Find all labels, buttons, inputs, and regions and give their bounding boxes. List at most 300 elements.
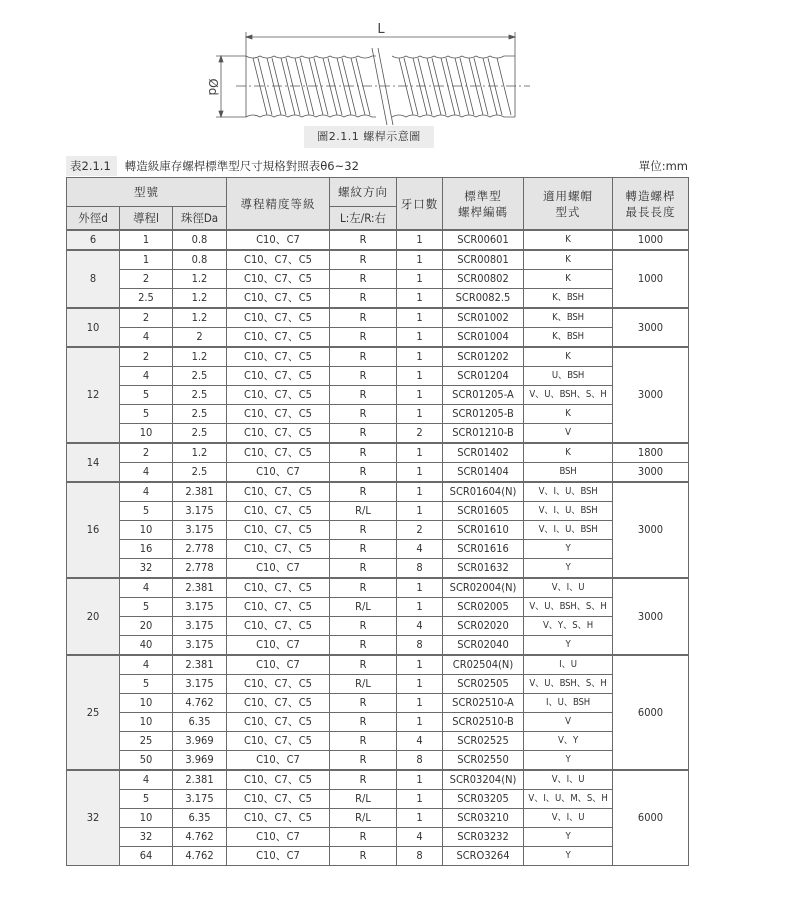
table-row <box>67 405 689 424</box>
header-nut-line1: 適用螺帽 <box>543 188 593 203</box>
cell-code: SCR01205-A <box>443 386 524 405</box>
cell-ball-diameter: 3.969 <box>173 751 227 771</box>
cell-thread-direction: R <box>330 405 397 424</box>
cell-starts: 1 <box>397 308 443 328</box>
cell-thread-direction: R <box>330 230 397 250</box>
header-lead: 導程l <box>120 207 173 231</box>
table-title-text: 轉造級庫存螺桿標準型尺寸規格對照表θ6~32 <box>124 159 359 173</box>
cell-starts: 1 <box>397 270 443 289</box>
cell-code: SCR03210 <box>443 809 524 828</box>
cell-accuracy: C10、C7 <box>227 559 330 579</box>
cell-lead: 2 <box>120 308 173 328</box>
cell-ball-diameter: 2.778 <box>173 540 227 559</box>
cell-nut-type: V、I、U <box>524 809 613 828</box>
cell-starts: 4 <box>397 540 443 559</box>
header-maxlen-line2: 最長長度 <box>625 204 676 219</box>
cell-accuracy: C10、C7、C5 <box>227 482 330 502</box>
cell-thread-direction: R/L <box>330 790 397 809</box>
cell-thread-direction: R <box>330 540 397 559</box>
cell-ball-diameter: 2.5 <box>173 405 227 424</box>
table-row <box>67 328 689 348</box>
cell-ball-diameter: 2.381 <box>173 482 227 502</box>
cell-accuracy: C10、C7、C5 <box>227 270 330 289</box>
cell-accuracy: C10、C7、C5 <box>227 386 330 405</box>
cell-thread-direction: R <box>330 617 397 636</box>
cell-code: SCR03204(N) <box>443 770 524 790</box>
cell-lead: 4 <box>120 367 173 386</box>
cell-accuracy: C10、C7、C5 <box>227 790 330 809</box>
cell-nut-type: Y <box>524 847 613 866</box>
header-model: 型號 <box>67 178 227 207</box>
table-row <box>67 250 689 270</box>
cell-thread-direction: R <box>330 828 397 847</box>
cell-starts: 1 <box>397 347 443 367</box>
cell-thread-direction: R <box>330 289 397 309</box>
table-row <box>67 289 689 309</box>
cell-thread-direction: R <box>330 328 397 348</box>
cell-code: SCR02004(N) <box>443 578 524 598</box>
cell-max-length: 3000 <box>613 578 689 655</box>
cell-thread-direction: R <box>330 482 397 502</box>
cell-nut-type: V、U、BSH、S、H <box>524 386 613 405</box>
cell-max-length: 6000 <box>613 655 689 770</box>
header-code-line1: 標準型 <box>464 188 502 203</box>
cell-nut-type: V、I、U、BSH <box>524 502 613 521</box>
cell-lead: 4 <box>120 770 173 790</box>
cell-ball-diameter: 2.5 <box>173 463 227 483</box>
cell-outer-diameter: 6 <box>67 230 120 250</box>
cell-max-length: 1800 <box>613 443 689 463</box>
cell-ball-diameter: 6.35 <box>173 809 227 828</box>
cell-nut-type: V、I、U <box>524 770 613 790</box>
cell-lead: 10 <box>120 424 173 444</box>
cell-nut-type: V、U、BSH、S、H <box>524 598 613 617</box>
cell-thread-direction: R <box>330 386 397 405</box>
cell-ball-diameter: 1.2 <box>173 347 227 367</box>
table-title <box>66 156 359 176</box>
cell-thread-direction: R <box>330 424 397 444</box>
cell-lead: 20 <box>120 617 173 636</box>
cell-ball-diameter: 3.175 <box>173 790 227 809</box>
cell-lead: 5 <box>120 386 173 405</box>
cell-starts: 1 <box>397 578 443 598</box>
table-row <box>67 675 689 694</box>
cell-max-length: 6000 <box>613 770 689 866</box>
table-row <box>67 636 689 656</box>
cell-nut-type: I、U <box>524 655 613 675</box>
cell-lead: 2.5 <box>120 289 173 309</box>
table-row <box>67 386 689 405</box>
cell-nut-type: K <box>524 270 613 289</box>
cell-starts: 1 <box>397 713 443 732</box>
cell-code: SCR01616 <box>443 540 524 559</box>
cell-lead: 2 <box>120 443 173 463</box>
cell-ball-diameter: 2.5 <box>173 386 227 405</box>
cell-code: SCR03232 <box>443 828 524 847</box>
cell-code: SCR02005 <box>443 598 524 617</box>
cell-accuracy: C10、C7 <box>227 751 330 771</box>
cell-starts: 2 <box>397 424 443 444</box>
table-row <box>67 463 689 483</box>
table-row <box>67 578 689 598</box>
cell-starts: 1 <box>397 770 443 790</box>
cell-code: SCR00802 <box>443 270 524 289</box>
header-accuracy: 導程精度等級 <box>227 178 330 231</box>
table-row <box>67 598 689 617</box>
cell-lead: 5 <box>120 598 173 617</box>
cell-lead: 4 <box>120 655 173 675</box>
table-row <box>67 713 689 732</box>
cell-thread-direction: R <box>330 463 397 483</box>
cell-accuracy: C10、C7、C5 <box>227 502 330 521</box>
cell-nut-type: K、BSH <box>524 308 613 328</box>
cell-ball-diameter: 3.175 <box>173 675 227 694</box>
cell-starts: 1 <box>397 502 443 521</box>
cell-starts: 1 <box>397 405 443 424</box>
table-row <box>67 694 689 713</box>
cell-accuracy: C10、C7、C5 <box>227 675 330 694</box>
cell-starts: 8 <box>397 559 443 579</box>
header-nut <box>524 178 613 231</box>
cell-lead: 4 <box>120 482 173 502</box>
cell-nut-type: U、BSH <box>524 367 613 386</box>
cell-lead: 10 <box>120 521 173 540</box>
cell-starts: 4 <box>397 732 443 751</box>
cell-starts: 1 <box>397 809 443 828</box>
cell-lead: 40 <box>120 636 173 656</box>
cell-outer-diameter: 10 <box>67 308 120 347</box>
cell-nut-type: K、BSH <box>524 289 613 309</box>
cell-accuracy: C10、C7 <box>227 828 330 847</box>
cell-accuracy: C10、C7、C5 <box>227 289 330 309</box>
cell-lead: 2 <box>120 270 173 289</box>
cell-accuracy: C10、C7、C5 <box>227 578 330 598</box>
cell-outer-diameter: 12 <box>67 347 120 443</box>
cell-accuracy: C10、C7、C5 <box>227 770 330 790</box>
cell-outer-diameter: 25 <box>67 655 120 770</box>
cell-thread-direction: R <box>330 443 397 463</box>
cell-thread-direction: R <box>330 308 397 328</box>
cell-lead: 10 <box>120 713 173 732</box>
cell-nut-type: V、Y、S、H <box>524 617 613 636</box>
cell-lead: 10 <box>120 694 173 713</box>
cell-ball-diameter: 0.8 <box>173 250 227 270</box>
cell-max-length: 3000 <box>613 347 689 443</box>
table-row <box>67 367 689 386</box>
cell-ball-diameter: 1.2 <box>173 289 227 309</box>
cell-lead: 5 <box>120 675 173 694</box>
cell-code: SCR01402 <box>443 443 524 463</box>
cell-code: SCR02510-A <box>443 694 524 713</box>
cell-ball-diameter: 4.762 <box>173 847 227 866</box>
cell-accuracy: C10、C7、C5 <box>227 405 330 424</box>
table-row <box>67 847 689 866</box>
cell-nut-type: BSH <box>524 463 613 483</box>
cell-nut-type: Y <box>524 540 613 559</box>
cell-lead: 64 <box>120 847 173 866</box>
cell-code: SCR00801 <box>443 250 524 270</box>
cell-starts: 4 <box>397 617 443 636</box>
cell-nut-type: Y <box>524 828 613 847</box>
thread-line <box>497 58 511 115</box>
length-label: L <box>377 22 385 37</box>
header-thread-direction-note: L:左/R:右 <box>330 207 397 231</box>
cell-code: SCR01202 <box>443 347 524 367</box>
cell-lead: 4 <box>120 578 173 598</box>
cell-nut-type: V、I、U、BSH <box>524 482 613 502</box>
cell-accuracy: C10、C7、C5 <box>227 732 330 751</box>
cell-thread-direction: R <box>330 347 397 367</box>
cell-accuracy: C10、C7、C5 <box>227 250 330 270</box>
cell-starts: 1 <box>397 598 443 617</box>
table-row <box>67 347 689 367</box>
table-row <box>67 502 689 521</box>
cell-starts: 1 <box>397 289 443 309</box>
cell-ball-diameter: 2.5 <box>173 367 227 386</box>
header-thread-direction: 螺紋方向 <box>330 178 397 207</box>
cell-ball-diameter: 4.762 <box>173 694 227 713</box>
table-row <box>67 828 689 847</box>
cell-code: SCR03205 <box>443 790 524 809</box>
cell-nut-type: V、I、U、M、S、H <box>524 790 613 809</box>
cell-accuracy: C10、C7、C5 <box>227 809 330 828</box>
cell-lead: 2 <box>120 347 173 367</box>
cell-thread-direction: R <box>330 559 397 579</box>
cell-ball-diameter: 1.2 <box>173 270 227 289</box>
cell-starts: 1 <box>397 250 443 270</box>
cell-thread-direction: R <box>330 270 397 289</box>
cell-accuracy: C10、C7、C5 <box>227 617 330 636</box>
cell-accuracy: C10、C7、C5 <box>227 598 330 617</box>
header-code-line2: 螺桿編碼 <box>458 204 508 219</box>
cell-nut-type: V <box>524 713 613 732</box>
table-row <box>67 230 689 250</box>
cell-accuracy: C10、C7、C5 <box>227 443 330 463</box>
cell-starts: 1 <box>397 443 443 463</box>
cell-accuracy: C10、C7 <box>227 463 330 483</box>
cell-accuracy: C10、C7、C5 <box>227 713 330 732</box>
cell-lead: 10 <box>120 809 173 828</box>
diameter-label: Ød <box>206 78 220 96</box>
cell-code: SCR0082.5 <box>443 289 524 309</box>
cell-nut-type: V、I、U、BSH <box>524 521 613 540</box>
header-nut-line2: 型式 <box>555 204 581 219</box>
cell-thread-direction: R <box>330 367 397 386</box>
cell-starts: 8 <box>397 847 443 866</box>
cell-code: SCR01605 <box>443 502 524 521</box>
cell-nut-type: I、U、BSH <box>524 694 613 713</box>
table-row <box>67 424 689 444</box>
cell-lead: 32 <box>120 828 173 847</box>
cell-ball-diameter: 2.381 <box>173 770 227 790</box>
cell-nut-type: K <box>524 443 613 463</box>
cell-code: SCR01002 <box>443 308 524 328</box>
cell-nut-type: V、Y <box>524 732 613 751</box>
cell-nut-type: K <box>524 405 613 424</box>
cell-ball-diameter: 0.8 <box>173 230 227 250</box>
cell-nut-type: K、BSH <box>524 328 613 348</box>
cell-code: SCR01004 <box>443 328 524 348</box>
cell-code: SCR02020 <box>443 617 524 636</box>
cell-starts: 1 <box>397 386 443 405</box>
cell-starts: 1 <box>397 463 443 483</box>
cell-starts: 1 <box>397 367 443 386</box>
cell-code: SCR02550 <box>443 751 524 771</box>
cell-ball-diameter: 6.35 <box>173 713 227 732</box>
cell-starts: 4 <box>397 828 443 847</box>
cell-starts: 1 <box>397 230 443 250</box>
cell-ball-diameter: 1.2 <box>173 443 227 463</box>
unit-label: 單位:mm <box>638 159 688 173</box>
table-row <box>67 732 689 751</box>
cell-thread-direction: R/L <box>330 598 397 617</box>
cell-thread-direction: R <box>330 847 397 866</box>
header-max-length <box>613 178 689 231</box>
cell-lead: 4 <box>120 463 173 483</box>
cell-accuracy: C10、C7、C5 <box>227 424 330 444</box>
cell-outer-diameter: 32 <box>67 770 120 866</box>
cell-code: SCR02510-B <box>443 713 524 732</box>
cell-thread-direction: R <box>330 578 397 598</box>
cell-max-length: 3000 <box>613 463 689 483</box>
cell-accuracy: C10、C7、C5 <box>227 328 330 348</box>
table-row <box>67 559 689 579</box>
cell-nut-type: V、I、U <box>524 578 613 598</box>
cell-starts: 1 <box>397 328 443 348</box>
cell-lead: 1 <box>120 230 173 250</box>
cell-code: SCR01632 <box>443 559 524 579</box>
cell-nut-type: K <box>524 347 613 367</box>
table-number: 表2.1.1 <box>66 156 117 176</box>
cell-starts: 1 <box>397 694 443 713</box>
cell-code: SCR02505 <box>443 675 524 694</box>
cell-ball-diameter: 1.2 <box>173 308 227 328</box>
cell-accuracy: C10、C7、C5 <box>227 694 330 713</box>
cell-code: SCR01210-B <box>443 424 524 444</box>
cell-thread-direction: R <box>330 751 397 771</box>
cell-ball-diameter: 2.381 <box>173 578 227 598</box>
cell-ball-diameter: 3.175 <box>173 617 227 636</box>
cell-ball-diameter: 3.175 <box>173 636 227 656</box>
cell-nut-type: Y <box>524 559 613 579</box>
cell-code: SCR01204 <box>443 367 524 386</box>
table-row <box>67 809 689 828</box>
cell-lead: 25 <box>120 732 173 751</box>
cell-nut-type: V <box>524 424 613 444</box>
cell-lead: 5 <box>120 502 173 521</box>
cell-max-length: 1000 <box>613 230 689 250</box>
header-outer-diameter: 外徑d <box>67 207 120 231</box>
header-ball-diameter: 珠徑Da <box>173 207 227 231</box>
cell-starts: 2 <box>397 521 443 540</box>
cell-outer-diameter: 8 <box>67 250 120 308</box>
cell-thread-direction: R <box>330 521 397 540</box>
cell-accuracy: C10、C7、C5 <box>227 347 330 367</box>
cell-accuracy: C10、C7、C5 <box>227 308 330 328</box>
cell-starts: 1 <box>397 790 443 809</box>
table-row <box>67 521 689 540</box>
table-row <box>67 617 689 636</box>
table-row <box>67 540 689 559</box>
header-maxlen-line1: 轉造螺桿 <box>625 188 676 203</box>
cell-nut-type: V、U、BSH、S、H <box>524 675 613 694</box>
cell-ball-diameter: 2.5 <box>173 424 227 444</box>
cell-ball-diameter: 4.762 <box>173 828 227 847</box>
cell-lead: 1 <box>120 250 173 270</box>
cell-code: SCR02040 <box>443 636 524 656</box>
cell-outer-diameter: 14 <box>67 443 120 482</box>
cell-ball-diameter: 3.175 <box>173 598 227 617</box>
cell-ball-diameter: 3.175 <box>173 521 227 540</box>
cell-lead: 32 <box>120 559 173 579</box>
table-row <box>67 482 689 502</box>
cell-lead: 5 <box>120 405 173 424</box>
table-row <box>67 790 689 809</box>
cell-accuracy: C10、C7、C5 <box>227 521 330 540</box>
cell-starts: 1 <box>397 675 443 694</box>
cell-max-length: 1000 <box>613 250 689 308</box>
cell-starts: 1 <box>397 655 443 675</box>
cell-thread-direction: R <box>330 770 397 790</box>
cell-code: CR02504(N) <box>443 655 524 675</box>
cell-code: SCR00601 <box>443 230 524 250</box>
cell-lead: 4 <box>120 328 173 348</box>
cell-max-length: 3000 <box>613 482 689 578</box>
header-code <box>443 178 524 231</box>
cell-lead: 16 <box>120 540 173 559</box>
cell-thread-direction: R <box>330 732 397 751</box>
cell-accuracy: C10、C7 <box>227 655 330 675</box>
cell-thread-direction: R/L <box>330 675 397 694</box>
cell-starts: 8 <box>397 751 443 771</box>
cell-ball-diameter: 2 <box>173 328 227 348</box>
table-row <box>67 443 689 463</box>
screw-spec-table <box>66 177 689 866</box>
table-row <box>67 770 689 790</box>
cell-thread-direction: R <box>330 694 397 713</box>
cell-ball-diameter: 3.969 <box>173 732 227 751</box>
cell-accuracy: C10、C7、C5 <box>227 540 330 559</box>
cell-thread-direction: R <box>330 250 397 270</box>
cell-accuracy: C10、C7 <box>227 230 330 250</box>
cell-nut-type: K <box>524 250 613 270</box>
cell-code: SCR01610 <box>443 521 524 540</box>
cell-lead: 50 <box>120 751 173 771</box>
cell-starts: 1 <box>397 482 443 502</box>
cell-ball-diameter: 3.175 <box>173 502 227 521</box>
table-row <box>67 270 689 289</box>
cell-thread-direction: R <box>330 636 397 656</box>
table-row <box>67 751 689 771</box>
cell-accuracy: C10、C7 <box>227 847 330 866</box>
cell-code: SCR01404 <box>443 463 524 483</box>
cell-outer-diameter: 16 <box>67 482 120 578</box>
cell-lead: 5 <box>120 790 173 809</box>
cell-ball-diameter: 2.381 <box>173 655 227 675</box>
cell-code: SCR02525 <box>443 732 524 751</box>
cell-accuracy: C10、C7 <box>227 636 330 656</box>
cell-starts: 8 <box>397 636 443 656</box>
cell-code: SCR01205-B <box>443 405 524 424</box>
cell-nut-type: Y <box>524 636 613 656</box>
table-row <box>67 308 689 328</box>
cell-thread-direction: R/L <box>330 502 397 521</box>
header-starts: 牙口數 <box>397 178 443 231</box>
table-row <box>67 655 689 675</box>
cell-code: SCR01604(N) <box>443 482 524 502</box>
cell-max-length: 3000 <box>613 308 689 347</box>
cell-nut-type: Y <box>524 751 613 771</box>
